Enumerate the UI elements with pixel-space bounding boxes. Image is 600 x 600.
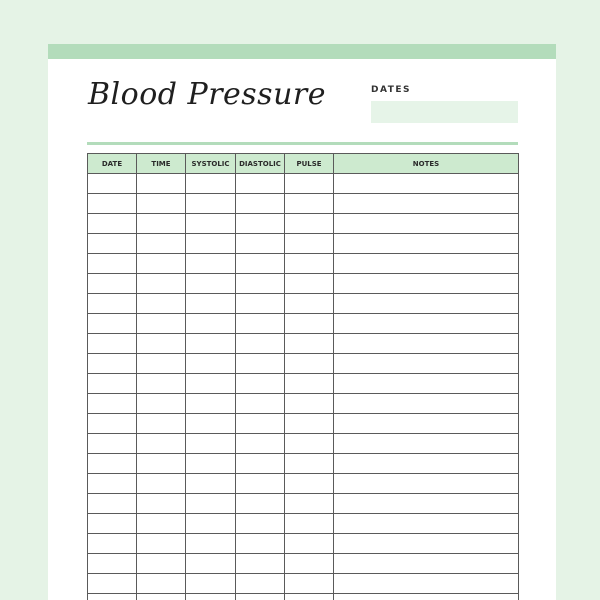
cell-date[interactable] xyxy=(88,274,137,294)
cell-pulse[interactable] xyxy=(285,194,334,214)
cell-pulse[interactable] xyxy=(285,394,334,414)
table-row xyxy=(88,294,519,314)
column-header-systolic: SYSTOLIC xyxy=(186,154,236,174)
blood-pressure-log-table xyxy=(87,153,519,600)
cell-notes[interactable] xyxy=(334,434,519,454)
cell-date[interactable] xyxy=(88,234,137,254)
cell-date[interactable] xyxy=(88,294,137,314)
cell-time[interactable] xyxy=(137,294,186,314)
cell-date[interactable] xyxy=(88,494,137,514)
cell-pulse[interactable] xyxy=(285,214,334,234)
cell-pulse[interactable] xyxy=(285,434,334,454)
table-row xyxy=(88,254,519,274)
cell-notes[interactable] xyxy=(334,314,519,334)
cell-time[interactable] xyxy=(137,574,186,594)
cell-notes[interactable] xyxy=(334,454,519,474)
cell-systolic[interactable] xyxy=(186,474,236,494)
cell-date[interactable] xyxy=(88,454,137,474)
cell-diastolic[interactable] xyxy=(236,274,285,294)
cell-time[interactable] xyxy=(137,174,186,194)
cell-notes[interactable] xyxy=(334,414,519,434)
cell-time[interactable] xyxy=(137,454,186,474)
cell-time[interactable] xyxy=(137,594,186,600)
cell-systolic[interactable] xyxy=(186,434,236,454)
cell-systolic[interactable] xyxy=(186,534,236,554)
column-header-date: DATE xyxy=(88,154,137,174)
cell-pulse[interactable] xyxy=(285,274,334,294)
cell-date[interactable] xyxy=(88,594,137,600)
cell-systolic[interactable] xyxy=(186,334,236,354)
cell-date[interactable] xyxy=(88,434,137,454)
cell-notes[interactable] xyxy=(334,334,519,354)
table-body xyxy=(88,174,519,600)
cell-time[interactable] xyxy=(137,434,186,454)
cell-systolic[interactable] xyxy=(186,414,236,434)
cell-time[interactable] xyxy=(137,214,186,234)
cell-notes[interactable] xyxy=(334,294,519,314)
cell-systolic[interactable] xyxy=(186,374,236,394)
cell-date[interactable] xyxy=(88,394,137,414)
cell-diastolic[interactable] xyxy=(236,294,285,314)
cell-systolic[interactable] xyxy=(186,234,236,254)
cell-diastolic[interactable] xyxy=(236,594,285,600)
cell-pulse[interactable] xyxy=(285,494,334,514)
table-row xyxy=(88,354,519,374)
cell-date[interactable] xyxy=(88,194,137,214)
cell-systolic[interactable] xyxy=(186,594,236,600)
cell-time[interactable] xyxy=(137,194,186,214)
cell-pulse[interactable] xyxy=(285,574,334,594)
cell-diastolic[interactable] xyxy=(236,234,285,254)
cell-time[interactable] xyxy=(137,274,186,294)
cell-pulse[interactable] xyxy=(285,174,334,194)
cell-diastolic[interactable] xyxy=(236,354,285,374)
cell-diastolic[interactable] xyxy=(236,174,285,194)
cell-pulse[interactable] xyxy=(285,474,334,494)
table-header-row xyxy=(88,154,519,174)
cell-diastolic[interactable] xyxy=(236,574,285,594)
cell-time[interactable] xyxy=(137,234,186,254)
cell-date[interactable] xyxy=(88,554,137,574)
cell-diastolic[interactable] xyxy=(236,334,285,354)
title-divider xyxy=(87,142,518,145)
table-row xyxy=(88,414,519,434)
cell-date[interactable] xyxy=(88,514,137,534)
cell-pulse[interactable] xyxy=(285,454,334,474)
cell-systolic[interactable] xyxy=(186,554,236,574)
cell-date[interactable] xyxy=(88,214,137,234)
cell-time[interactable] xyxy=(137,474,186,494)
table-row xyxy=(88,314,519,334)
cell-time[interactable] xyxy=(137,414,186,434)
cell-diastolic[interactable] xyxy=(236,374,285,394)
cell-date[interactable] xyxy=(88,374,137,394)
cell-notes[interactable] xyxy=(334,174,519,194)
cell-pulse[interactable] xyxy=(285,414,334,434)
top-accent-band xyxy=(48,44,556,59)
cell-pulse[interactable] xyxy=(285,534,334,554)
cell-pulse[interactable] xyxy=(285,554,334,574)
cell-diastolic[interactable] xyxy=(236,394,285,414)
cell-time[interactable] xyxy=(137,394,186,414)
table-row xyxy=(88,594,519,600)
cell-systolic[interactable] xyxy=(186,254,236,274)
cell-notes[interactable] xyxy=(334,354,519,374)
table-row xyxy=(88,454,519,474)
cell-date[interactable] xyxy=(88,354,137,374)
cell-notes[interactable] xyxy=(334,594,519,600)
table-row xyxy=(88,194,519,214)
dates-field[interactable] xyxy=(371,101,518,123)
cell-systolic[interactable] xyxy=(186,174,236,194)
cell-date[interactable] xyxy=(88,334,137,354)
cell-time[interactable] xyxy=(137,554,186,574)
cell-notes[interactable] xyxy=(334,514,519,534)
cell-pulse[interactable] xyxy=(285,234,334,254)
cell-systolic[interactable] xyxy=(186,494,236,514)
cell-systolic[interactable] xyxy=(186,214,236,234)
table-row xyxy=(88,174,519,194)
table-row xyxy=(88,434,519,454)
cell-notes[interactable] xyxy=(334,394,519,414)
cell-pulse[interactable] xyxy=(285,594,334,600)
cell-date[interactable] xyxy=(88,414,137,434)
cell-pulse[interactable] xyxy=(285,294,334,314)
printable-sheet xyxy=(48,44,556,600)
cell-diastolic[interactable] xyxy=(236,254,285,274)
column-header-diastolic: DIASTOLIC xyxy=(236,154,285,174)
cell-systolic[interactable] xyxy=(186,454,236,474)
cell-diastolic[interactable] xyxy=(236,514,285,534)
table-row xyxy=(88,374,519,394)
cell-date[interactable] xyxy=(88,474,137,494)
cell-pulse[interactable] xyxy=(285,254,334,274)
cell-notes[interactable] xyxy=(334,474,519,494)
cell-systolic[interactable] xyxy=(186,514,236,534)
cell-time[interactable] xyxy=(137,534,186,554)
cell-pulse[interactable] xyxy=(285,314,334,334)
cell-systolic[interactable] xyxy=(186,294,236,314)
cell-notes[interactable] xyxy=(334,254,519,274)
cell-time[interactable] xyxy=(137,334,186,354)
cell-time[interactable] xyxy=(137,254,186,274)
cell-date[interactable] xyxy=(88,534,137,554)
cell-time[interactable] xyxy=(137,314,186,334)
cell-systolic[interactable] xyxy=(186,394,236,414)
table-row xyxy=(88,214,519,234)
cell-systolic[interactable] xyxy=(186,314,236,334)
column-header-time: TIME xyxy=(137,154,186,174)
cell-diastolic[interactable] xyxy=(236,194,285,214)
cell-systolic[interactable] xyxy=(186,194,236,214)
cell-pulse[interactable] xyxy=(285,514,334,534)
cell-date[interactable] xyxy=(88,314,137,334)
cell-diastolic[interactable] xyxy=(236,214,285,234)
cell-date[interactable] xyxy=(88,174,137,194)
cell-notes[interactable] xyxy=(334,234,519,254)
table-row xyxy=(88,514,519,534)
cell-notes[interactable] xyxy=(334,574,519,594)
cell-notes[interactable] xyxy=(334,194,519,214)
cell-systolic[interactable] xyxy=(186,354,236,374)
cell-diastolic[interactable] xyxy=(236,494,285,514)
cell-notes[interactable] xyxy=(334,374,519,394)
table-row xyxy=(88,494,519,514)
cell-diastolic[interactable] xyxy=(236,434,285,454)
cell-systolic[interactable] xyxy=(186,574,236,594)
table-row xyxy=(88,234,519,254)
table-row xyxy=(88,394,519,414)
table-row xyxy=(88,574,519,594)
cell-diastolic[interactable] xyxy=(236,534,285,554)
cell-pulse[interactable] xyxy=(285,334,334,354)
cell-pulse[interactable] xyxy=(285,374,334,394)
cell-pulse[interactable] xyxy=(285,354,334,374)
cell-date[interactable] xyxy=(88,254,137,274)
table-row xyxy=(88,534,519,554)
cell-time[interactable] xyxy=(137,514,186,534)
cell-diastolic[interactable] xyxy=(236,314,285,334)
page-title: Blood Pressure xyxy=(88,77,326,112)
dates-label: DATES xyxy=(371,85,412,95)
cell-date[interactable] xyxy=(88,574,137,594)
cell-systolic[interactable] xyxy=(186,274,236,294)
cell-diastolic[interactable] xyxy=(236,474,285,494)
cell-diastolic[interactable] xyxy=(236,554,285,574)
cell-notes[interactable] xyxy=(334,214,519,234)
table-row xyxy=(88,474,519,494)
column-header-notes: NOTES xyxy=(334,154,519,174)
cell-diastolic[interactable] xyxy=(236,414,285,434)
cell-notes[interactable] xyxy=(334,554,519,574)
cell-notes[interactable] xyxy=(334,534,519,554)
table-row xyxy=(88,334,519,354)
cell-notes[interactable] xyxy=(334,274,519,294)
table-row xyxy=(88,274,519,294)
column-header-pulse: PULSE xyxy=(285,154,334,174)
cell-notes[interactable] xyxy=(334,494,519,514)
cell-time[interactable] xyxy=(137,494,186,514)
cell-diastolic[interactable] xyxy=(236,454,285,474)
cell-time[interactable] xyxy=(137,374,186,394)
table-row xyxy=(88,554,519,574)
cell-time[interactable] xyxy=(137,354,186,374)
